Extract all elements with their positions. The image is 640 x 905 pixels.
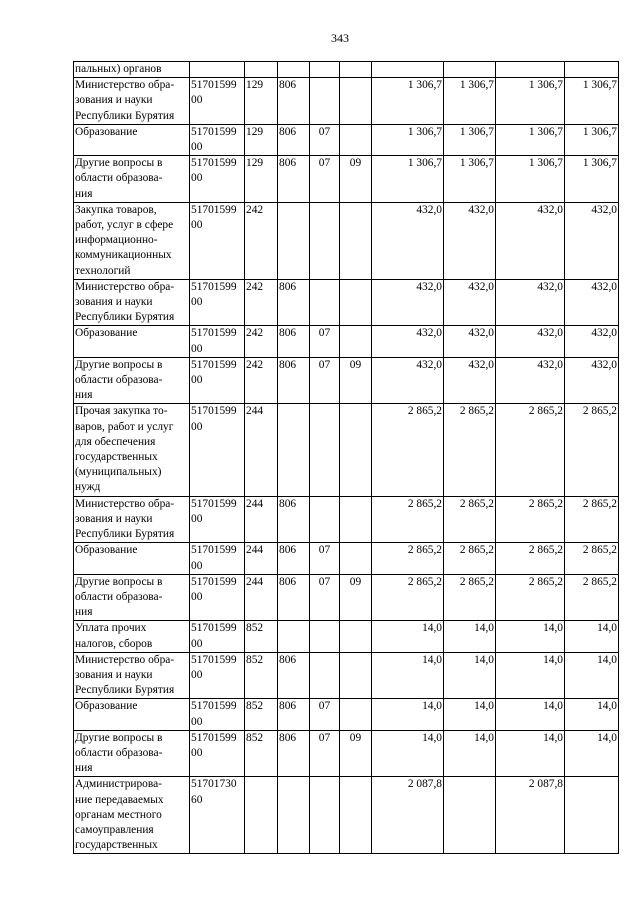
cell-target-article: 51701730 60 [190,777,245,854]
cell-ministry-code: 806 [278,543,310,574]
cell-amount-2 [444,62,496,78]
cell-amount-1 [372,62,444,78]
cell-amount-2: 432,0 [444,326,496,357]
cell-amount-1: 432,0 [372,357,444,404]
cell-expense-type: 129 [245,156,278,203]
cell-amount-2 [444,777,496,854]
cell-section: 07 [310,543,340,574]
cell-amount-3: 432,0 [496,326,565,357]
cell-subsection [340,621,372,652]
cell-amount-3: 14,0 [496,621,565,652]
cell-section [310,496,340,543]
cell-amount-1: 2 087,8 [372,777,444,854]
cell-amount-2: 14,0 [444,652,496,699]
cell-amount-3: 14,0 [496,652,565,699]
cell-name: Министерство обра- зования и науки Республики Бурятия [74,652,190,699]
cell-name: Образование [74,543,190,574]
cell-amount-4: 14,0 [565,652,619,699]
cell-amount-3: 2 087,8 [496,777,565,854]
cell-target-article: 51701599 00 [190,124,245,155]
cell-subsection: 09 [340,730,372,777]
cell-amount-3: 14,0 [496,730,565,777]
cell-amount-2: 2 865,2 [444,404,496,496]
cell-section [310,78,340,125]
cell-name: Министерство обра- зования и науки Республики Бурятия [74,496,190,543]
cell-ministry-code: 806 [278,326,310,357]
cell-amount-1: 2 865,2 [372,543,444,574]
cell-amount-2: 1 306,7 [444,156,496,203]
cell-expense-type: 852 [245,730,278,777]
cell-amount-4: 2 865,2 [565,543,619,574]
cell-amount-1: 14,0 [372,621,444,652]
cell-expense-type: 242 [245,357,278,404]
cell-amount-1: 1 306,7 [372,78,444,125]
cell-amount-1: 432,0 [372,326,444,357]
table-row [74,326,619,357]
cell-amount-1: 2 865,2 [372,574,444,621]
cell-amount-2: 2 865,2 [444,574,496,621]
cell-ministry-code [278,202,310,279]
cell-amount-1: 432,0 [372,202,444,279]
cell-ministry-code: 806 [278,357,310,404]
cell-target-article: 51701599 00 [190,357,245,404]
table-row [74,699,619,730]
table-row [74,777,619,854]
table-row [74,652,619,699]
cell-ministry-code: 806 [278,652,310,699]
cell-target-article: 51701599 00 [190,78,245,125]
cell-amount-4: 2 865,2 [565,574,619,621]
cell-subsection [340,279,372,326]
cell-target-article: 51701599 00 [190,621,245,652]
cell-amount-4: 432,0 [565,202,619,279]
cell-subsection [340,124,372,155]
cell-amount-1: 1 306,7 [372,156,444,203]
table-row [74,62,619,78]
cell-expense-type: 244 [245,574,278,621]
cell-subsection: 09 [340,574,372,621]
cell-subsection [340,78,372,125]
cell-expense-type: 242 [245,279,278,326]
cell-amount-1: 14,0 [372,652,444,699]
cell-expense-type: 244 [245,543,278,574]
cell-subsection [340,652,372,699]
cell-ministry-code [278,404,310,496]
cell-ministry-code: 806 [278,124,310,155]
cell-amount-2: 2 865,2 [444,543,496,574]
table-row [74,78,619,125]
cell-name: пальных) органов [74,62,190,78]
cell-expense-type: 129 [245,78,278,125]
cell-name: Другие вопросы в области образова- ния [74,574,190,621]
cell-amount-2: 432,0 [444,279,496,326]
cell-subsection [340,777,372,854]
cell-section: 07 [310,699,340,730]
cell-ministry-code: 806 [278,78,310,125]
cell-target-article: 51701599 00 [190,543,245,574]
cell-amount-2: 1 306,7 [444,124,496,155]
cell-target-article: 51701599 00 [190,730,245,777]
table-row [74,279,619,326]
cell-ministry-code: 806 [278,496,310,543]
table-row [74,621,619,652]
cell-name: Министерство обра- зования и науки Республики Бурятия [74,78,190,125]
cell-section [310,652,340,699]
cell-expense-type: 852 [245,621,278,652]
cell-amount-2: 432,0 [444,357,496,404]
cell-ministry-code [278,777,310,854]
cell-name: Образование [74,699,190,730]
table-row [74,496,619,543]
cell-expense-type: 852 [245,699,278,730]
cell-amount-4 [565,62,619,78]
cell-amount-4: 14,0 [565,730,619,777]
cell-section [310,621,340,652]
cell-amount-4: 1 306,7 [565,78,619,125]
cell-subsection [340,404,372,496]
cell-section [310,202,340,279]
cell-section [310,777,340,854]
cell-target-article: 51701599 00 [190,326,245,357]
cell-amount-3: 2 865,2 [496,404,565,496]
cell-name: Образование [74,124,190,155]
cell-expense-type: 242 [245,326,278,357]
cell-amount-3: 432,0 [496,357,565,404]
cell-amount-4: 2 865,2 [565,404,619,496]
cell-section [310,404,340,496]
cell-name: Другие вопросы в области образова- ния [74,730,190,777]
cell-amount-3: 2 865,2 [496,496,565,543]
cell-expense-type: 242 [245,202,278,279]
cell-amount-3: 1 306,7 [496,78,565,125]
cell-target-article: 51701599 00 [190,652,245,699]
table-row [74,404,619,496]
cell-amount-3: 14,0 [496,699,565,730]
cell-expense-type: 852 [245,652,278,699]
cell-amount-1: 14,0 [372,730,444,777]
cell-subsection [340,496,372,543]
cell-target-article: 51701599 00 [190,574,245,621]
cell-section: 07 [310,730,340,777]
table-body [74,62,619,854]
cell-amount-1: 14,0 [372,699,444,730]
cell-amount-4: 432,0 [565,279,619,326]
cell-amount-4 [565,777,619,854]
cell-amount-4: 1 306,7 [565,124,619,155]
cell-amount-3: 432,0 [496,279,565,326]
cell-target-article: 51701599 00 [190,699,245,730]
cell-amount-4: 432,0 [565,326,619,357]
cell-amount-2: 14,0 [444,730,496,777]
table-row [74,124,619,155]
cell-amount-4: 14,0 [565,699,619,730]
cell-amount-1: 432,0 [372,279,444,326]
table-row [74,543,619,574]
cell-name: Образование [74,326,190,357]
cell-ministry-code [278,621,310,652]
cell-name: Администрирова- ние передаваемых органам местного самоуправления государственных [74,777,190,854]
cell-expense-type [245,777,278,854]
cell-amount-2: 1 306,7 [444,78,496,125]
cell-ministry-code: 806 [278,156,310,203]
cell-section: 07 [310,326,340,357]
budget-table [73,61,619,854]
cell-subsection [340,543,372,574]
cell-section: 07 [310,156,340,203]
page-number: 343 [331,31,349,45]
cell-amount-2: 2 865,2 [444,496,496,543]
cell-subsection [340,326,372,357]
table-row [74,156,619,203]
table-row [74,202,619,279]
cell-amount-2: 14,0 [444,699,496,730]
cell-name: Министерство обра- зования и науки Республики Бурятия [74,279,190,326]
cell-amount-3: 2 865,2 [496,574,565,621]
cell-target-article: 51701599 00 [190,404,245,496]
cell-target-article: 51701599 00 [190,202,245,279]
cell-subsection [340,699,372,730]
cell-target-article: 51701599 00 [190,156,245,203]
cell-subsection [340,202,372,279]
cell-expense-type: 129 [245,124,278,155]
cell-name: Закупка товаров, работ, услуг в сфере информационно- коммуникационных технологий [74,202,190,279]
cell-ministry-code: 806 [278,730,310,777]
cell-ministry-code: 806 [278,574,310,621]
cell-subsection: 09 [340,156,372,203]
cell-amount-3 [496,62,565,78]
cell-amount-3: 1 306,7 [496,156,565,203]
cell-amount-4: 432,0 [565,357,619,404]
cell-amount-2: 14,0 [444,621,496,652]
cell-amount-1: 2 865,2 [372,404,444,496]
cell-subsection: 09 [340,357,372,404]
cell-expense-type [245,62,278,78]
cell-section [310,279,340,326]
cell-amount-1: 2 865,2 [372,496,444,543]
cell-amount-3: 432,0 [496,202,565,279]
cell-amount-3: 1 306,7 [496,124,565,155]
table-row [74,574,619,621]
table-row [74,730,619,777]
cell-target-article: 51701599 00 [190,496,245,543]
cell-amount-4: 2 865,2 [565,496,619,543]
cell-amount-4: 1 306,7 [565,156,619,203]
cell-amount-2: 432,0 [444,202,496,279]
cell-ministry-code [278,62,310,78]
cell-subsection [340,62,372,78]
cell-target-article [190,62,245,78]
cell-amount-4: 14,0 [565,621,619,652]
table-row [74,357,619,404]
cell-expense-type: 244 [245,496,278,543]
cell-amount-1: 1 306,7 [372,124,444,155]
cell-name: Другие вопросы в области образова- ния [74,156,190,203]
cell-ministry-code: 806 [278,699,310,730]
cell-name: Уплата прочих налогов, сборов [74,621,190,652]
cell-amount-3: 2 865,2 [496,543,565,574]
cell-section: 07 [310,124,340,155]
cell-section: 07 [310,357,340,404]
cell-expense-type: 244 [245,404,278,496]
cell-target-article: 51701599 00 [190,279,245,326]
cell-ministry-code: 806 [278,279,310,326]
cell-name: Другие вопросы в области образова- ния [74,357,190,404]
cell-section [310,62,340,78]
cell-section: 07 [310,574,340,621]
cell-name: Прочая закупка то- варов, работ и услуг для обеспечения государственных (муниципальных) нужд [74,404,190,496]
